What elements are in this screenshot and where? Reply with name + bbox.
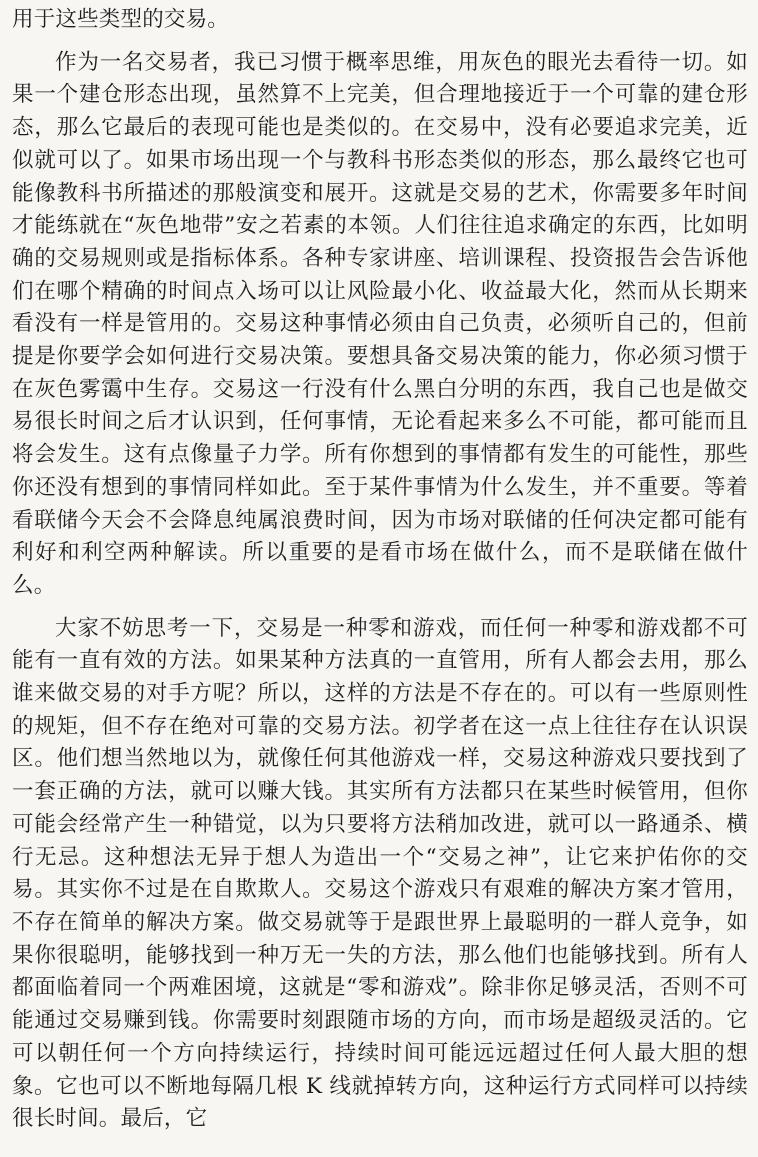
paragraph-zero-sum-game: 大家不妨思考一下，交易是一种零和游戏，而任何一种零和游戏都不可能有一直有效的方法。如果某种方法真的一直管用，所有人都会去用，那么谁来做交易的对手方呢？所以，这样的方法是不存在的。可以有一些原则性的规矩，但不存在绝对可靠的交易方法。初学者在这一点上往往存在认识误区。他们想当然地以为，就像任何其他游戏一样，交易这种游戏只要找到了一套正确的方法，就可以赚大钱。其实所有方法都只在某些时候管用，但你可能会经常产生一种错觉，以为只要将方法稍加改进，就可以一路通杀、横行无忌。这种想法无异于想人为造出一个“交易之神”，让它来护佑你的交易。其实你不过是在自欺欺人。交易这个游戏只有艰难的解决方案才管用，不存在简单的解决方案。做交易就等于是跟世界上最聪明的一群人竞争，如果你很聪明，能够找到一种万无一失的方法，那么他们也能够找到。所有人都面临着同一个两难困境，这就是“零和游戏”。除非你足够灵活，否则不可能通过交易赚到钱。你需要时刻跟随市场的方向，而市场是超级灵活的。它可以朝任何一个方向持续运行，持续时间可能远远超过任何人最大胆的想象。它也可以不断地每隔几根 K 线就掉转方向，这种运行方式同样可以持续很长时间。最后，它 xyxy=(12,615,748,1132)
paragraph-probability-thinking: 作为一名交易者，我已习惯于概率思维，用灰色的眼光去看待一切。如果一个建仓形态出现，虽然算不上完美，但合理地接近于一个可靠的建仓形态，那么它最后的表现可能也是类似的。在交易中，没有必要追求完美，近似就可以了。如果市场出现一个与教科书形态类似的形态，那么最终它也可能像教科书所描述的那般演变和展开。这就是交易的艺术，你需要多年时间才能练就在“灰色地带”安之若素的本领。人们往往追求确定的东西，比如明确的交易规则或是指标体系。各种专家讲座、培训课程、投资报告会告诉他们在哪个精确的时间点入场可以让风险最小化、收益最大化，然而从长期来看没有一样是管用的。交易这种事情必须由自己负责，必须听自己的，但前提是你要学会如何进行交易决策。要想具备交易决策的能力，你必须习惯于在灰色雾霭中生存。交易这一行没有什么黑白分明的东西，我自己也是做交易很长时间之后才认识到，任何事情，无论看起来多么不可能，都可能而且将会发生。这有点像量子力学。所有你想到的事情都有发生的可能性，那些你还没有想到的事情同样如此。至于某件事情为什么发生，并不重要。等着看联储今天会不会降息纯属浪费时间，因为市场对联储的任何决定都可能有利好和利空两种解读。所以重要的是看市场在做什么，而不是联储在做什么。 xyxy=(12,49,748,598)
paragraph-continuation: 用于这些类型的交易。 xyxy=(12,7,230,32)
